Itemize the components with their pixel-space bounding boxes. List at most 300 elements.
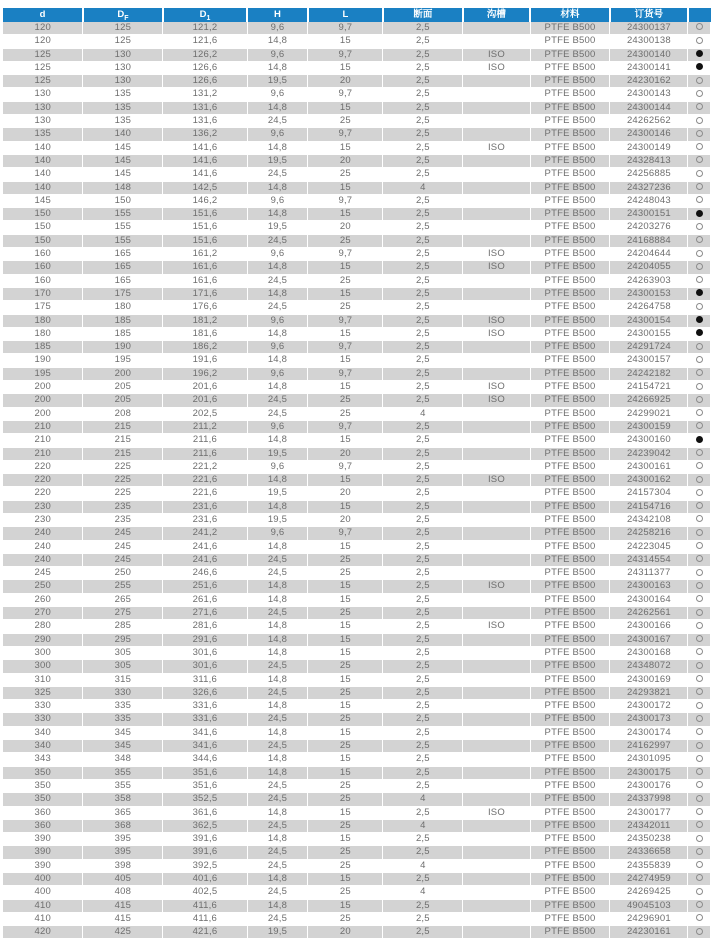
- cell-material: PTFE B500: [530, 274, 610, 287]
- cell-d1: 291,6: [163, 633, 247, 646]
- table-row: [3, 115, 711, 128]
- cell-status: [688, 301, 711, 314]
- cell-order: 24300166: [610, 620, 688, 633]
- cell-order: 24256885: [610, 168, 688, 181]
- cell-groove: [463, 434, 530, 447]
- cell-order: 24314554: [610, 553, 688, 566]
- cell-groove: ISO: [463, 381, 530, 394]
- table-row: [3, 660, 711, 673]
- cell-d: 340: [3, 726, 83, 739]
- column-header-subscript: 1: [206, 14, 211, 22]
- cell-material: PTFE B500: [530, 341, 610, 354]
- cell-df: 398: [83, 859, 163, 872]
- open-circle-icon: [696, 768, 703, 775]
- cell-d1: 211,2: [163, 420, 247, 433]
- cell-df: 275: [83, 607, 163, 620]
- cell-df: 130: [83, 61, 163, 74]
- cell-l: 15: [308, 726, 383, 739]
- cell-status: [688, 101, 711, 114]
- cell-df: 335: [83, 713, 163, 726]
- cell-groove: [463, 128, 530, 141]
- cell-groove: [463, 859, 530, 872]
- open-circle-icon: [696, 489, 703, 496]
- cell-d: 120: [3, 22, 83, 35]
- cell-status: [688, 593, 711, 606]
- cell-h: 14,8: [247, 633, 308, 646]
- column-header-order: [610, 8, 688, 22]
- cell-order: 24157304: [610, 487, 688, 500]
- cell-d1: 361,6: [163, 806, 247, 819]
- cell-d1: 161,2: [163, 248, 247, 261]
- cell-l: 20: [308, 513, 383, 526]
- cell-l: 15: [308, 899, 383, 912]
- filled-circle-icon: [696, 329, 703, 336]
- cell-order: 24274959: [610, 873, 688, 886]
- cell-df: 305: [83, 660, 163, 673]
- table-row: [3, 35, 711, 48]
- cell-groove: [463, 633, 530, 646]
- cell-l: 15: [308, 633, 383, 646]
- cell-order: 24300176: [610, 779, 688, 792]
- table-row: [3, 686, 711, 699]
- cell-material: PTFE B500: [530, 327, 610, 340]
- open-circle-icon: [696, 250, 703, 257]
- cell-groove: ISO: [463, 806, 530, 819]
- cell-order: 24258216: [610, 527, 688, 540]
- cell-d: 210: [3, 447, 83, 460]
- table-row: [3, 261, 711, 274]
- cell-section: 2,5: [383, 912, 463, 925]
- cell-material: PTFE B500: [530, 567, 610, 580]
- cell-l: 25: [308, 740, 383, 753]
- cell-section: 2,5: [383, 686, 463, 699]
- cell-material: PTFE B500: [530, 101, 610, 114]
- open-circle-icon: [696, 422, 703, 429]
- table-row: [3, 447, 711, 460]
- open-circle-icon: [696, 343, 703, 350]
- column-header-d1: [163, 8, 247, 22]
- cell-df: 145: [83, 168, 163, 181]
- cell-d: 150: [3, 234, 83, 247]
- open-circle-icon: [696, 37, 703, 44]
- cell-h: 24,5: [247, 168, 308, 181]
- cell-h: 24,5: [247, 819, 308, 832]
- table-row: [3, 633, 711, 646]
- open-circle-icon: [696, 77, 703, 84]
- cell-df: 355: [83, 766, 163, 779]
- cell-section: 2,5: [383, 61, 463, 74]
- open-circle-icon: [696, 383, 703, 390]
- cell-df: 305: [83, 646, 163, 659]
- cell-l: 15: [308, 833, 383, 846]
- open-circle-icon: [696, 476, 703, 483]
- cell-d: 130: [3, 101, 83, 114]
- cell-status: [688, 567, 711, 580]
- cell-d: 360: [3, 806, 83, 819]
- cell-material: PTFE B500: [530, 354, 610, 367]
- cell-groove: ISO: [463, 394, 530, 407]
- cell-material: PTFE B500: [530, 527, 610, 540]
- cell-d: 240: [3, 553, 83, 566]
- cell-section: 2,5: [383, 341, 463, 354]
- cell-section: 2,5: [383, 88, 463, 101]
- cell-status: [688, 553, 711, 566]
- cell-df: 195: [83, 354, 163, 367]
- column-header-label: d: [39, 9, 46, 20]
- cell-material: PTFE B500: [530, 846, 610, 859]
- cell-groove: [463, 527, 530, 540]
- cell-d1: 411,6: [163, 912, 247, 925]
- table-row: [3, 394, 711, 407]
- cell-l: 15: [308, 141, 383, 154]
- cell-order: 24203276: [610, 221, 688, 234]
- cell-status: [688, 846, 711, 859]
- cell-df: 135: [83, 101, 163, 114]
- cell-l: 15: [308, 593, 383, 606]
- cell-material: PTFE B500: [530, 766, 610, 779]
- cell-d: 280: [3, 620, 83, 633]
- cell-l: 15: [308, 434, 383, 447]
- cell-d1: 141,6: [163, 154, 247, 167]
- cell-groove: ISO: [463, 327, 530, 340]
- cell-groove: [463, 726, 530, 739]
- cell-material: PTFE B500: [530, 35, 610, 48]
- cell-status: [688, 407, 711, 420]
- cell-h: 14,8: [247, 287, 308, 300]
- cell-h: 14,8: [247, 753, 308, 766]
- cell-d1: 151,6: [163, 221, 247, 234]
- cell-df: 150: [83, 194, 163, 207]
- cell-material: PTFE B500: [530, 686, 610, 699]
- cell-order: 24239042: [610, 447, 688, 460]
- cell-l: 20: [308, 75, 383, 88]
- cell-order: 24299021: [610, 407, 688, 420]
- cell-groove: [463, 234, 530, 247]
- cell-d1: 201,6: [163, 381, 247, 394]
- cell-d: 325: [3, 686, 83, 699]
- cell-material: PTFE B500: [530, 540, 610, 553]
- cell-material: PTFE B500: [530, 620, 610, 633]
- cell-df: 175: [83, 287, 163, 300]
- cell-df: 365: [83, 806, 163, 819]
- cell-d: 140: [3, 168, 83, 181]
- cell-order: 24230162: [610, 75, 688, 88]
- open-circle-icon: [696, 595, 703, 602]
- cell-groove: [463, 287, 530, 300]
- cell-order: 24262562: [610, 115, 688, 128]
- cell-l: 25: [308, 168, 383, 181]
- table-row: [3, 793, 711, 806]
- cell-df: 405: [83, 873, 163, 886]
- cell-status: [688, 460, 711, 473]
- cell-l: 15: [308, 287, 383, 300]
- cell-order: 24300140: [610, 48, 688, 61]
- cell-d: 240: [3, 540, 83, 553]
- open-circle-icon: [696, 23, 703, 30]
- cell-order: 24300157: [610, 354, 688, 367]
- cell-l: 15: [308, 354, 383, 367]
- cell-section: 2,5: [383, 367, 463, 380]
- cell-d1: 161,6: [163, 274, 247, 287]
- table-row: [3, 474, 711, 487]
- cell-section: 2,5: [383, 620, 463, 633]
- cell-l: 25: [308, 394, 383, 407]
- cell-section: 2,5: [383, 660, 463, 673]
- cell-d: 180: [3, 327, 83, 340]
- cell-material: PTFE B500: [530, 833, 610, 846]
- cell-material: PTFE B500: [530, 168, 610, 181]
- cell-d1: 141,6: [163, 141, 247, 154]
- cell-d1: 202,5: [163, 407, 247, 420]
- cell-status: [688, 607, 711, 620]
- cell-h: 14,8: [247, 899, 308, 912]
- cell-groove: [463, 646, 530, 659]
- cell-groove: [463, 500, 530, 513]
- cell-section: 2,5: [383, 22, 463, 35]
- cell-status: [688, 434, 711, 447]
- cell-d: 200: [3, 407, 83, 420]
- cell-d: 125: [3, 61, 83, 74]
- table-row: [3, 873, 711, 886]
- cell-d: 140: [3, 154, 83, 167]
- cell-d1: 131,2: [163, 88, 247, 101]
- cell-df: 200: [83, 367, 163, 380]
- cell-material: PTFE B500: [530, 700, 610, 713]
- cell-groove: [463, 793, 530, 806]
- cell-order: 24262561: [610, 607, 688, 620]
- cell-section: 2,5: [383, 394, 463, 407]
- cell-df: 225: [83, 474, 163, 487]
- cell-l: 15: [308, 381, 383, 394]
- cell-df: 135: [83, 115, 163, 128]
- open-circle-icon: [696, 888, 703, 895]
- table-row: [3, 314, 711, 327]
- table-row: [3, 274, 711, 287]
- cell-order: 24300174: [610, 726, 688, 739]
- open-circle-icon: [696, 303, 703, 310]
- table-row: [3, 726, 711, 739]
- cell-status: [688, 354, 711, 367]
- cell-d: 350: [3, 793, 83, 806]
- cell-d: 145: [3, 194, 83, 207]
- cell-groove: [463, 407, 530, 420]
- open-circle-icon: [696, 662, 703, 669]
- cell-d: 150: [3, 208, 83, 221]
- cell-material: PTFE B500: [530, 248, 610, 261]
- cell-df: 358: [83, 793, 163, 806]
- filled-circle-icon: [696, 289, 703, 296]
- filled-circle-icon: [696, 210, 703, 217]
- cell-status: [688, 833, 711, 846]
- cell-h: 9,6: [247, 367, 308, 380]
- cell-status: [688, 766, 711, 779]
- open-circle-icon: [696, 715, 703, 722]
- cell-d: 180: [3, 314, 83, 327]
- cell-l: 25: [308, 234, 383, 247]
- table-row: [3, 168, 711, 181]
- open-circle-icon: [696, 755, 703, 762]
- cell-status: [688, 912, 711, 925]
- cell-status: [688, 154, 711, 167]
- cell-df: 180: [83, 301, 163, 314]
- cell-l: 25: [308, 660, 383, 673]
- cell-d1: 131,6: [163, 101, 247, 114]
- open-circle-icon: [696, 542, 703, 549]
- cell-df: 205: [83, 381, 163, 394]
- cell-df: 235: [83, 500, 163, 513]
- cell-d: 300: [3, 646, 83, 659]
- cell-order: 24311377: [610, 567, 688, 580]
- table-row: [3, 341, 711, 354]
- cell-d1: 181,6: [163, 327, 247, 340]
- cell-material: PTFE B500: [530, 753, 610, 766]
- cell-status: [688, 474, 711, 487]
- cell-status: [688, 22, 711, 35]
- table-row: [3, 287, 711, 300]
- table-row: [3, 740, 711, 753]
- open-circle-icon: [696, 861, 703, 868]
- cell-section: 2,5: [383, 487, 463, 500]
- cell-h: 14,8: [247, 434, 308, 447]
- table-row: [3, 766, 711, 779]
- cell-order: 24300138: [610, 35, 688, 48]
- cell-h: 24,5: [247, 886, 308, 899]
- cell-df: 345: [83, 726, 163, 739]
- cell-groove: [463, 354, 530, 367]
- cell-h: 24,5: [247, 686, 308, 699]
- cell-groove: ISO: [463, 48, 530, 61]
- cell-h: 24,5: [247, 660, 308, 673]
- table-row: [3, 381, 711, 394]
- cell-status: [688, 779, 711, 792]
- cell-l: 9,7: [308, 48, 383, 61]
- table-row: [3, 22, 711, 35]
- cell-d1: 391,6: [163, 846, 247, 859]
- cell-h: 19,5: [247, 487, 308, 500]
- cell-d1: 331,6: [163, 713, 247, 726]
- cell-d1: 351,6: [163, 766, 247, 779]
- cell-material: PTFE B500: [530, 48, 610, 61]
- cell-status: [688, 141, 711, 154]
- cell-df: 425: [83, 926, 163, 939]
- cell-df: 225: [83, 460, 163, 473]
- cell-h: 19,5: [247, 221, 308, 234]
- cell-section: 2,5: [383, 553, 463, 566]
- cell-section: 4: [383, 793, 463, 806]
- cell-d: 135: [3, 128, 83, 141]
- cell-order: 24300141: [610, 61, 688, 74]
- cell-d: 125: [3, 75, 83, 88]
- cell-status: [688, 381, 711, 394]
- cell-groove: [463, 221, 530, 234]
- cell-status: [688, 341, 711, 354]
- table-row: [3, 513, 711, 526]
- table-row: [3, 301, 711, 314]
- table-row: [3, 806, 711, 819]
- cell-material: PTFE B500: [530, 407, 610, 420]
- cell-d1: 126,2: [163, 48, 247, 61]
- table-row: [3, 553, 711, 566]
- open-circle-icon: [696, 555, 703, 562]
- cell-status: [688, 208, 711, 221]
- open-circle-icon: [696, 821, 703, 828]
- cell-h: 14,8: [247, 181, 308, 194]
- cell-order: 24337998: [610, 793, 688, 806]
- cell-d: 410: [3, 899, 83, 912]
- cell-status: [688, 673, 711, 686]
- cell-order: 24342108: [610, 513, 688, 526]
- cell-h: 9,6: [247, 341, 308, 354]
- table-row: [3, 646, 711, 659]
- cell-section: 2,5: [383, 434, 463, 447]
- cell-h: 24,5: [247, 234, 308, 247]
- cell-h: 9,6: [247, 420, 308, 433]
- cell-l: 15: [308, 753, 383, 766]
- cell-status: [688, 194, 711, 207]
- cell-l: 25: [308, 793, 383, 806]
- cell-section: 2,5: [383, 607, 463, 620]
- cell-l: 9,7: [308, 128, 383, 141]
- table-row: [3, 181, 711, 194]
- cell-d1: 241,2: [163, 527, 247, 540]
- cell-material: PTFE B500: [530, 580, 610, 593]
- cell-status: [688, 287, 711, 300]
- cell-status: [688, 700, 711, 713]
- cell-df: 250: [83, 567, 163, 580]
- cell-groove: [463, 686, 530, 699]
- cell-material: PTFE B500: [530, 287, 610, 300]
- cell-d1: 161,6: [163, 261, 247, 274]
- cell-section: 2,5: [383, 141, 463, 154]
- cell-d: 343: [3, 753, 83, 766]
- cell-h: 14,8: [247, 101, 308, 114]
- cell-h: 14,8: [247, 500, 308, 513]
- cell-l: 15: [308, 208, 383, 221]
- column-header-label: D: [117, 9, 125, 20]
- cell-material: PTFE B500: [530, 394, 610, 407]
- cell-d1: 261,6: [163, 593, 247, 606]
- cell-groove: [463, 846, 530, 859]
- cell-section: 4: [383, 181, 463, 194]
- cell-groove: [463, 154, 530, 167]
- cell-groove: ISO: [463, 248, 530, 261]
- cell-d: 125: [3, 48, 83, 61]
- cell-order: 24300172: [610, 700, 688, 713]
- cell-h: 9,6: [247, 460, 308, 473]
- cell-order: 24204055: [610, 261, 688, 274]
- table-row: [3, 354, 711, 367]
- cell-df: 130: [83, 48, 163, 61]
- column-header-section: [383, 8, 463, 22]
- cell-h: 19,5: [247, 447, 308, 460]
- cell-h: 14,8: [247, 474, 308, 487]
- cell-d1: 421,6: [163, 926, 247, 939]
- table-row: [3, 846, 711, 859]
- open-circle-icon: [696, 569, 703, 576]
- cell-d: 220: [3, 474, 83, 487]
- cell-groove: [463, 447, 530, 460]
- cell-groove: [463, 873, 530, 886]
- cell-d1: 246,6: [163, 567, 247, 580]
- cell-d: 350: [3, 766, 83, 779]
- table-row: [3, 567, 711, 580]
- open-circle-icon: [696, 449, 703, 456]
- cell-groove: [463, 713, 530, 726]
- cell-d: 400: [3, 886, 83, 899]
- cell-d1: 301,6: [163, 646, 247, 659]
- column-header-subscript: F: [124, 14, 129, 22]
- cell-d: 290: [3, 633, 83, 646]
